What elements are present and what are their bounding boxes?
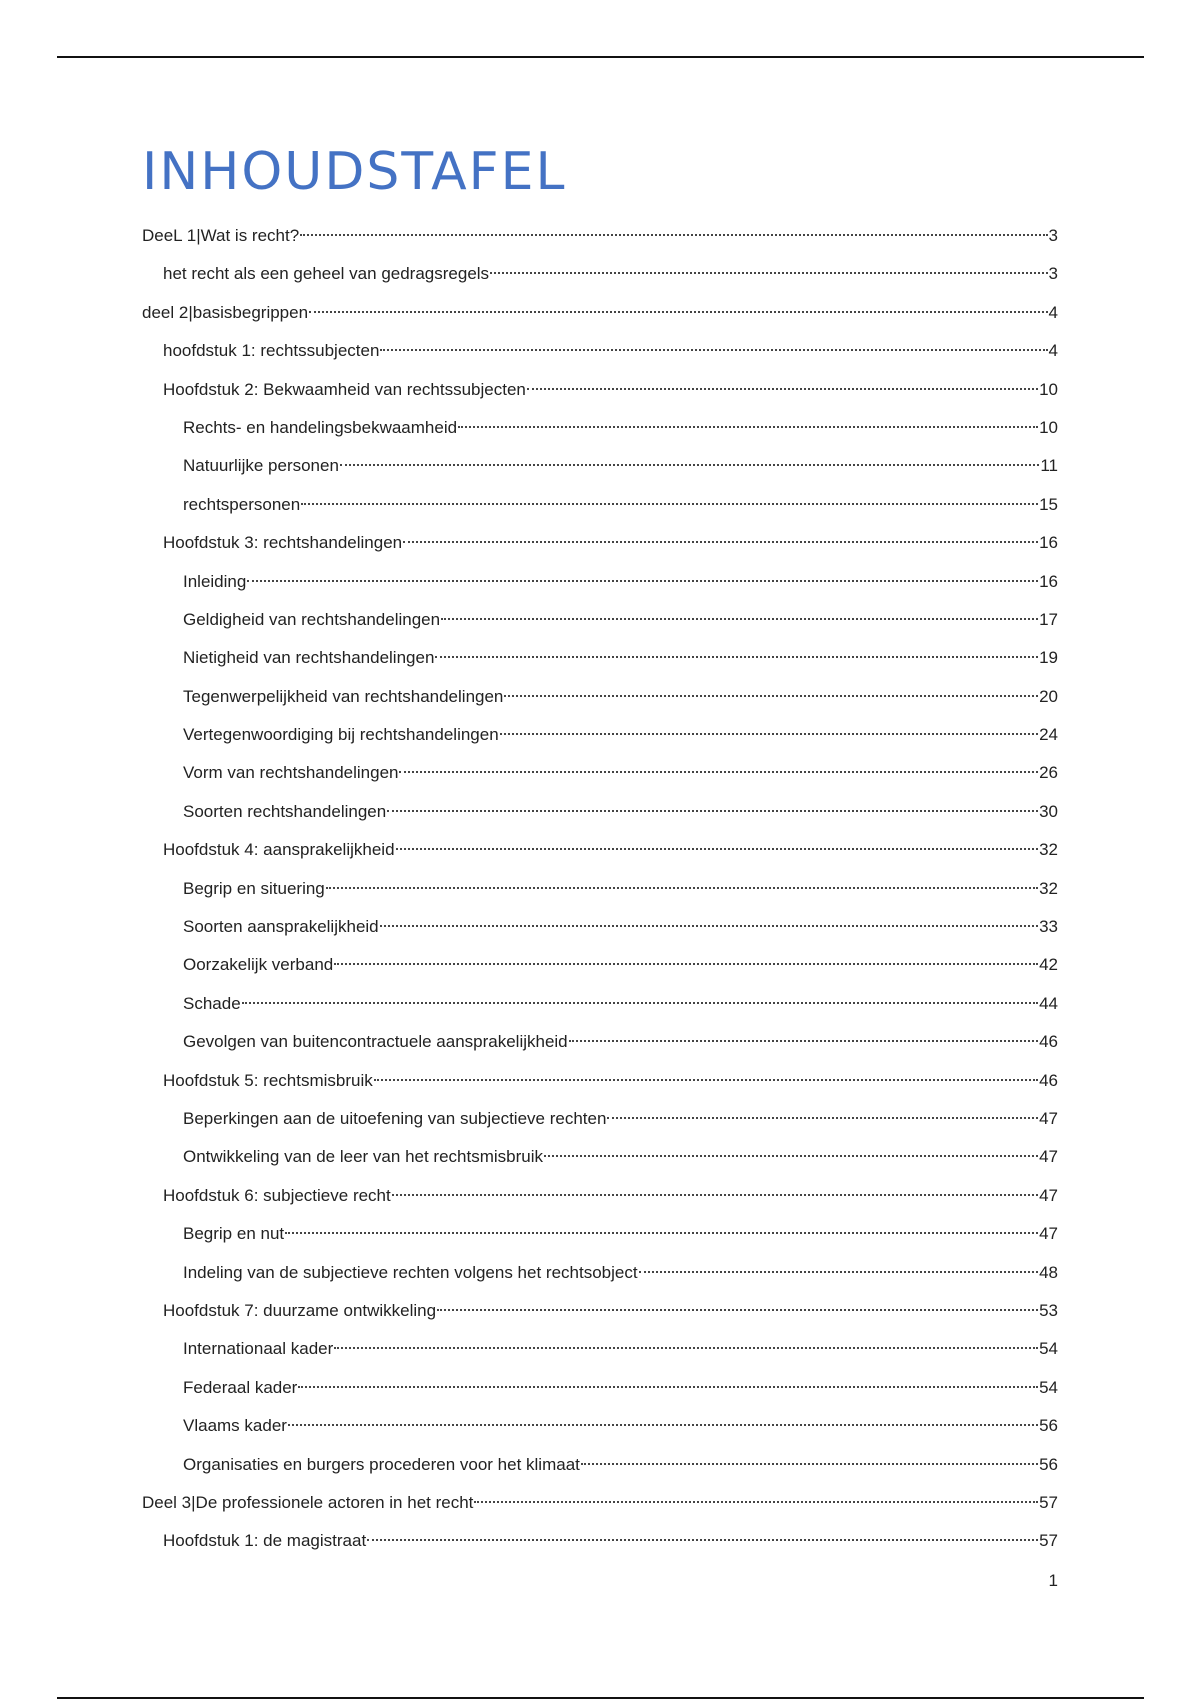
toc-entry-page-number[interactable]: 44 (1039, 993, 1058, 1013)
toc-dot-leader (396, 848, 1039, 850)
toc-entry[interactable] (142, 332, 1058, 370)
toc-entry[interactable] (142, 1100, 1058, 1138)
toc-entry-title[interactable]: het recht als een geheel van gedragsregels (163, 264, 490, 284)
toc-entry-title[interactable]: Federaal kader (183, 1377, 298, 1397)
toc-entry-title[interactable]: Vorm van rechtshandelingen (183, 763, 399, 783)
toc-entry-page-number[interactable]: 54 (1039, 1339, 1058, 1359)
toc-dot-leader (435, 656, 1038, 658)
toc-entry-page-number[interactable]: 48 (1039, 1262, 1058, 1282)
toc-dot-leader (474, 1501, 1038, 1503)
toc-entry-page-number[interactable]: 30 (1039, 801, 1058, 821)
toc-entry[interactable] (142, 1177, 1058, 1215)
toc-entry-title[interactable]: Tegenwerpelijkheid van rechtshandelingen (183, 686, 504, 706)
toc-dot-leader (639, 1271, 1039, 1273)
toc-entry-title[interactable]: Soorten rechtshandelingen (183, 801, 387, 821)
toc-entry-page-number[interactable]: 56 (1039, 1416, 1058, 1436)
toc-entry[interactable] (142, 1484, 1058, 1522)
toc-dot-leader (392, 1194, 1038, 1196)
toc-entry[interactable] (142, 1369, 1058, 1407)
toc-entry-title[interactable]: Rechts- en handelingsbekwaamheid (183, 417, 458, 437)
toc-entry[interactable] (142, 1292, 1058, 1330)
toc-entry-page-number[interactable]: 24 (1039, 725, 1058, 745)
toc-entry-page-number[interactable]: 33 (1039, 917, 1058, 937)
toc-entry[interactable] (142, 1330, 1058, 1368)
toc-dot-leader (300, 234, 1047, 236)
toc-entry-page-number[interactable]: 32 (1039, 840, 1058, 860)
toc-entry-title[interactable]: rechtspersonen (183, 494, 301, 514)
toc-entry-page-number[interactable]: 16 (1039, 571, 1058, 591)
toc-entry[interactable] (142, 1062, 1058, 1100)
toc-dot-leader (437, 1309, 1038, 1311)
toc-entry-page-number[interactable]: 46 (1039, 1070, 1058, 1090)
toc-entry[interactable] (142, 678, 1058, 716)
toc-entry[interactable] (142, 1138, 1058, 1176)
toc-dot-leader (504, 695, 1038, 697)
toc-dot-leader (334, 1347, 1038, 1349)
toc-entry[interactable] (142, 563, 1058, 601)
page-title: INHOUDSTAFEL (142, 142, 567, 202)
toc-entry-title[interactable]: DeeL 1|Wat is recht? (142, 226, 300, 245)
toc-dot-leader (387, 810, 1038, 812)
toc-entry-title[interactable]: Deel 3|De professionele actoren in het recht (142, 1492, 474, 1512)
toc-entry-page-number[interactable]: 19 (1039, 648, 1058, 668)
toc-entry-title[interactable]: Soorten aansprakelijkheid (183, 917, 379, 937)
toc-entry-page-number[interactable]: 17 (1039, 609, 1058, 629)
toc-entry-title[interactable]: Geldigheid van rechtshandelingen (183, 609, 441, 629)
toc-entry-title[interactable]: Gevolgen van buitencontractuele aansprakelijkheid (183, 1032, 568, 1052)
toc-entry-title[interactable]: Natuurlijke personen (183, 456, 339, 476)
toc-dot-leader (441, 618, 1038, 620)
toc-entry-title[interactable]: Ontwikkeling van de leer van het rechtsmisbruik (183, 1147, 543, 1167)
toc-dot-leader (334, 963, 1038, 965)
toc-dot-leader (374, 1079, 1038, 1081)
toc-entry[interactable] (142, 793, 1058, 831)
toc-entry-title[interactable]: Hoofdstuk 5: rechtsmisbruik (163, 1070, 373, 1090)
toc-entry[interactable] (142, 1407, 1058, 1445)
toc-entry-title[interactable]: Indeling van de subjectieve rechten volgens het rechtsobject (183, 1262, 638, 1282)
toc-entry-title[interactable]: Inleiding (183, 571, 247, 591)
toc-dot-leader (380, 349, 1047, 351)
toc-dot-leader (298, 1386, 1038, 1388)
toc-entry[interactable] (142, 601, 1058, 639)
toc-entry[interactable] (142, 639, 1058, 677)
toc-entry[interactable] (142, 1254, 1058, 1292)
toc-dot-leader (309, 311, 1047, 313)
toc-entry-page-number[interactable]: 42 (1039, 955, 1058, 975)
toc-dot-leader (340, 464, 1039, 466)
toc-entry-page-number[interactable]: 4 (1048, 302, 1058, 322)
toc-entry[interactable] (142, 908, 1058, 946)
toc-dot-leader (399, 771, 1038, 773)
toc-dot-leader (285, 1232, 1038, 1234)
toc-entry-page-number[interactable]: 10 (1039, 379, 1058, 399)
toc-entry[interactable] (142, 1023, 1058, 1061)
header-rule (57, 56, 1144, 58)
toc-entry-page-number[interactable]: 16 (1039, 533, 1058, 553)
toc-entry-title[interactable]: Hoofdstuk 3: rechtshandelingen (163, 533, 403, 553)
toc-entry-title[interactable]: Organisaties en burgers procederen voor het klimaat (183, 1454, 580, 1474)
toc-entry-page-number[interactable]: 20 (1039, 686, 1058, 706)
toc-dot-leader (607, 1117, 1038, 1119)
toc-entry-page-number[interactable]: 32 (1039, 878, 1058, 898)
toc-entry-page-number[interactable]: 57 (1039, 1531, 1058, 1551)
table-of-contents (142, 217, 1058, 1561)
toc-entry-title[interactable]: Vertegenwoordiging bij rechtshandelingen (183, 725, 499, 745)
toc-entry-title[interactable]: hoofdstuk 1: rechtssubjecten (163, 341, 380, 361)
toc-dot-leader (500, 733, 1038, 735)
toc-entry-title[interactable]: deel 2|basisbegrippen (142, 302, 309, 322)
toc-entry[interactable] (142, 754, 1058, 792)
toc-entry[interactable] (142, 1522, 1058, 1560)
toc-entry[interactable] (142, 985, 1058, 1023)
toc-entry-title[interactable]: Schade (183, 993, 241, 1013)
toc-entry-page-number[interactable]: 54 (1039, 1377, 1058, 1397)
toc-dot-leader (288, 1424, 1038, 1426)
toc-entry[interactable] (142, 447, 1058, 485)
toc-entry-title[interactable]: Oorzakelijk verband (183, 955, 334, 975)
toc-entry-title[interactable]: Hoofdstuk 7: duurzame ontwikkeling (163, 1300, 437, 1320)
toc-dot-leader (367, 1539, 1038, 1541)
toc-entry-title[interactable]: Nietigheid van rechtshandelingen (183, 648, 435, 668)
toc-entry[interactable] (142, 524, 1058, 562)
toc-entry-page-number[interactable]: 53 (1039, 1300, 1058, 1320)
toc-entry-title[interactable]: Hoofdstuk 1: de magistraat (163, 1531, 367, 1551)
toc-entry-title[interactable]: Begrip en situering (183, 878, 325, 898)
toc-entry-page-number[interactable]: 47 (1039, 1185, 1058, 1205)
page-number: 1 (1048, 1571, 1058, 1590)
toc-dot-leader (247, 580, 1038, 582)
toc-dot-leader (490, 272, 1047, 274)
toc-entry-title[interactable]: Beperkingen aan de uitoefening van subjectieve rechten (183, 1108, 607, 1128)
toc-entry-page-number[interactable]: 47 (1039, 1224, 1058, 1244)
toc-entry[interactable] (142, 409, 1058, 447)
toc-entry-page-number[interactable]: 4 (1048, 341, 1058, 361)
toc-entry[interactable] (142, 1446, 1058, 1484)
toc-entry[interactable] (142, 946, 1058, 984)
toc-entry-page-number[interactable]: 11 (1040, 456, 1058, 476)
toc-entry[interactable] (142, 486, 1058, 524)
toc-entry[interactable] (142, 371, 1058, 409)
toc-entry-page-number[interactable]: 46 (1039, 1032, 1058, 1052)
toc-entry-page-number[interactable]: 3 (1048, 226, 1058, 245)
toc-entry-page-number[interactable]: 47 (1039, 1147, 1058, 1167)
toc-entry-title[interactable]: Begrip en nut (183, 1224, 285, 1244)
toc-entry[interactable] (142, 831, 1058, 869)
toc-dot-leader (569, 1040, 1038, 1042)
toc-entry-page-number[interactable]: 3 (1048, 264, 1058, 284)
toc-dot-leader (326, 887, 1038, 889)
toc-dot-leader (301, 503, 1038, 505)
toc-dot-leader (544, 1155, 1038, 1157)
toc-entry-page-number[interactable]: 47 (1039, 1108, 1058, 1128)
toc-entry[interactable] (142, 294, 1058, 332)
toc-entry[interactable] (142, 255, 1058, 293)
toc-dot-leader (380, 925, 1038, 927)
toc-dot-leader (242, 1002, 1038, 1004)
toc-dot-leader (458, 426, 1038, 428)
toc-entry-page-number[interactable]: 26 (1039, 763, 1058, 783)
toc-dot-leader (403, 541, 1038, 543)
toc-dot-leader (581, 1463, 1038, 1465)
toc-entry-page-number[interactable]: 57 (1039, 1492, 1058, 1512)
toc-entry-page-number[interactable]: 10 (1039, 417, 1058, 437)
toc-entry-title[interactable]: Hoofdstuk 6: subjectieve recht (163, 1185, 391, 1205)
toc-entry-title[interactable]: Hoofdstuk 4: aansprakelijkheid (163, 840, 395, 860)
toc-entry[interactable] (142, 217, 1058, 255)
toc-dot-leader (527, 388, 1038, 390)
toc-entry[interactable] (142, 870, 1058, 908)
toc-entry[interactable] (142, 716, 1058, 754)
toc-entry-title[interactable]: Vlaams kader (183, 1416, 287, 1436)
toc-entry-page-number[interactable]: 15 (1039, 494, 1058, 514)
toc-entry-title[interactable]: Internationaal kader (183, 1339, 334, 1359)
toc-entry[interactable] (142, 1215, 1058, 1253)
footer-rule (57, 1697, 1144, 1699)
toc-entry-page-number[interactable]: 56 (1039, 1454, 1058, 1474)
toc-entry-title[interactable]: Hoofdstuk 2: Bekwaamheid van rechtssubjecten (163, 379, 526, 399)
